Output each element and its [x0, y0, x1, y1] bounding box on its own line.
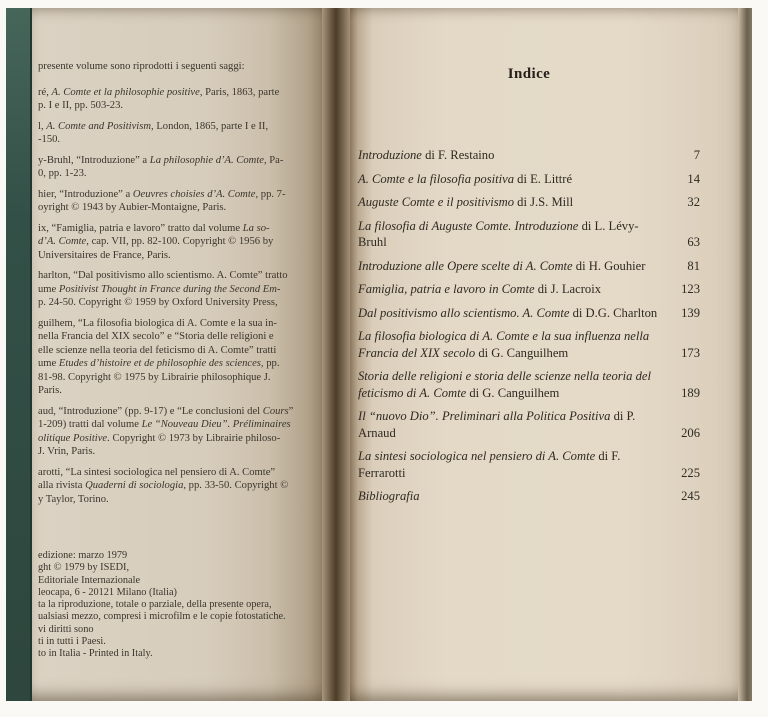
work-title-text: Positivist Thought in France during the Second Em- — [58, 283, 281, 295]
work-title-text: La philosophie d’A. Comte — [149, 154, 264, 166]
toc-entry-page-number: 225 — [681, 465, 700, 480]
credits-paragraph — [38, 86, 322, 113]
credit-text: 1-209) tratti dal volume — [38, 419, 142, 430]
toc-entry-title: Introduzione — [358, 148, 422, 162]
toc-entry-page-number: 123 — [681, 282, 700, 296]
toc-entry-author: di H. Gouhier — [575, 258, 646, 273]
toc-entry — [358, 218, 700, 251]
credit-text: J. Vrin, Paris. — [38, 446, 96, 457]
credit-text: , pp. 7- — [255, 188, 286, 200]
book-photo — [6, 8, 752, 701]
toc-entry — [358, 408, 700, 441]
credit-text: Universitaires de France, Paris. — [38, 249, 171, 261]
toc-entry — [358, 488, 700, 505]
toc-entry-author: di D.G. Charlton — [572, 305, 658, 320]
book-cover-edge — [6, 8, 32, 701]
toc-entry-author: di G. Canguilhem — [469, 385, 560, 400]
colophon — [38, 550, 322, 661]
credit-text: y Taylor, Torino. — [38, 493, 109, 505]
credit-text: aud, “Introduzione” (pp. 9-17) e “Le conclusioni del — [38, 405, 263, 417]
toc-entry-text — [358, 488, 660, 505]
credit-line — [38, 418, 322, 432]
credit-line — [38, 86, 322, 100]
credit-text: , pp. 33-50. Copyright © — [183, 480, 289, 491]
credit-line — [38, 432, 322, 446]
credit-line — [38, 330, 322, 344]
toc-entry-text — [358, 218, 660, 251]
work-title-text: Quaderni di sociologia — [85, 480, 184, 491]
toc-entry-author: di G. Canguilhem — [478, 345, 569, 360]
colophon-line: edizione: marzo 1979 — [38, 550, 128, 561]
credits-paragraph — [38, 405, 322, 459]
toc-title: Indice — [507, 66, 551, 82]
credits-paragraph — [38, 120, 322, 147]
toc-entry-title: Il “nuovo Dio”. Preliminari alla Politica Positiva — [358, 409, 611, 423]
toc-entry-text — [358, 328, 660, 361]
credit-text: elle scienze nella teoria del feticismo di A. Comte” tratti — [38, 344, 277, 356]
toc-entry-text — [358, 171, 660, 188]
toc-entry-author: di F. Ferrarotti — [358, 449, 621, 480]
toc-entry — [358, 305, 700, 322]
credit-text: ume — [38, 283, 59, 295]
credit-line — [38, 222, 322, 236]
toc-entry-title: Bibliografia — [358, 489, 420, 503]
credit-text: p. 24-50. Copyright © 1959 by Oxford University Press, — [38, 297, 278, 308]
toc-entry — [358, 448, 700, 481]
toc-entry-text — [358, 368, 660, 401]
credit-text: 0, pp. 1-23. — [38, 168, 87, 179]
toc-entry-title: Introduzione alle Opere scelte di A. Comte — [358, 258, 573, 273]
credit-text: ix, “Famiglia, patria e lavoro” tratto dal volume — [38, 222, 243, 234]
right-page — [350, 8, 738, 701]
work-title-text: Cours — [262, 405, 289, 417]
credit-line — [38, 317, 322, 331]
credit-line — [38, 120, 322, 134]
toc-entry — [358, 328, 700, 361]
toc-entry — [358, 147, 700, 164]
colophon-line: ta la riproduzione, totale o parziale, della presente opera, — [38, 599, 272, 611]
credits-paragraph — [38, 222, 322, 263]
toc-entry-title: A. Comte e la filosofia positiva — [358, 171, 515, 186]
credits-section — [38, 60, 322, 661]
toc-entry — [358, 258, 700, 275]
credit-line — [38, 384, 322, 398]
work-title-text: A. Comte et la philosophie positive — [51, 86, 200, 98]
credits-paragraph — [38, 188, 322, 215]
credit-line — [38, 154, 322, 168]
credit-line — [38, 283, 322, 297]
toc-entry-text — [358, 258, 660, 275]
work-title-text: Le “Nouveau Dieu”. Préliminaires — [141, 419, 291, 430]
credit-text: hier, “Introduzione” a — [38, 188, 133, 200]
toc-entry-title: La filosofia di Auguste Comte. Introduzione — [358, 218, 579, 233]
table-of-contents — [350, 8, 738, 505]
work-title-text: olitique Positive — [38, 432, 108, 444]
credit-line — [38, 344, 322, 358]
colophon-line: ght © 1979 by ISEDI, — [38, 562, 130, 574]
colophon-line: ualsiasi mezzo, compresi i microfilm e le copie fotostatiche. — [38, 611, 286, 623]
work-title-text: d’A. Comte — [38, 236, 87, 247]
credits-paragraph — [38, 154, 322, 181]
colophon-line: ti in tutti i Paesi. — [38, 636, 106, 648]
credit-line — [38, 133, 322, 147]
credit-text: alla rivista — [38, 480, 86, 491]
credit-text: Paris. — [38, 385, 62, 396]
credit-text: ” — [288, 405, 294, 417]
credit-text: harlton, “Dal positivismo allo scientismo. A. Comte” tratto — [38, 270, 288, 281]
toc-entry-title: La sintesi sociologica nel pensiero di A. Comte — [358, 449, 596, 463]
toc-entry-title: Auguste Comte e il positivismo — [358, 195, 515, 209]
credits-paragraph — [38, 466, 322, 507]
credit-text: p. I e II, pp. 503-23. — [38, 100, 124, 111]
work-title-text: La so- — [242, 222, 270, 234]
work-title-text: Oeuvres choisies d’A. Comte — [132, 188, 256, 200]
credit-text: , London, 1865, parte I e II, — [151, 120, 269, 132]
colophon-line: leocapa, 6 - 20121 Milano (Italia) — [38, 586, 177, 598]
credit-line — [38, 371, 322, 385]
credit-line — [38, 99, 322, 113]
credits-paragraph — [38, 317, 322, 398]
credit-text: y-Bruhl, “Introduzione” a — [38, 154, 150, 166]
toc-entry-title: Famiglia, patria e lavoro in Comte — [358, 282, 535, 296]
toc-entry-page-number: 32 — [687, 195, 700, 209]
toc-entry — [358, 171, 700, 188]
credit-line — [38, 405, 322, 419]
credit-text: ré, — [38, 86, 52, 98]
toc-entry-page-number: 139 — [681, 305, 700, 320]
toc-entry-author: di P. Arnaud — [358, 409, 636, 440]
colophon-line: Editoriale Internazionale — [38, 574, 141, 586]
toc-entry-page-number: 81 — [687, 258, 700, 273]
credit-text: , pp. — [260, 358, 280, 369]
credit-text: l, — [38, 120, 47, 132]
credit-text: ume — [38, 358, 59, 369]
credit-line — [38, 235, 322, 249]
credit-text: 81-98. Copyright © 1975 by Librairie philosophique J. — [38, 371, 271, 383]
toc-entry-text — [358, 194, 660, 211]
colophon-line: vi diritti sono — [38, 623, 94, 635]
toc-entry-author: di E. Littré — [517, 171, 573, 186]
credit-text: -150. — [38, 134, 61, 145]
toc-entry-title: Dal positivismo allo scientismo. A. Comte — [358, 305, 570, 320]
toc-entry-page-number: 14 — [687, 171, 700, 186]
toc-entry-page-number: 206 — [681, 425, 700, 440]
credit-line — [38, 167, 322, 181]
toc-entry-author: di F. Restaino — [425, 148, 495, 162]
credit-text: oyright © 1943 by Aubier-Montaigne, Paris. — [38, 202, 227, 213]
toc-entry — [358, 194, 700, 211]
credit-text: arotti, “La sintesi sociologica nel pensiero di A. Comte” — [38, 466, 276, 478]
toc-entry-page-number: 7 — [693, 148, 700, 162]
credit-line — [38, 357, 322, 371]
credit-text: guilhem, “La filosofia biologica di A. Comte e la sua in- — [38, 317, 277, 329]
credit-line — [38, 493, 322, 507]
toc-entry-text — [358, 147, 660, 164]
credit-text: , Pa- — [263, 154, 284, 166]
work-title-text: Etudes d’histoire et de philosophie des sciences — [58, 358, 261, 369]
credit-text: , cap. VII, pp. 82-100. Copyright © 1956 by — [86, 236, 274, 247]
toc-entries — [358, 147, 700, 505]
page-edge — [738, 8, 752, 701]
credit-line — [38, 249, 322, 263]
toc-entry-page-number: 63 — [687, 235, 700, 249]
toc-entry-title: Storia delle religioni e storia delle scienze nella teoria del feticismo di A. Comte — [358, 369, 651, 400]
credit-line — [38, 296, 322, 310]
toc-entry-author: di J. Lacroix — [537, 282, 602, 296]
credit-line — [38, 188, 322, 202]
colophon-line: to in Italia - Printed in Italy. — [38, 648, 153, 660]
toc-entry-text — [358, 305, 660, 322]
credit-text: . Copyright © 1973 by Librairie philoso- — [107, 432, 281, 444]
toc-entry-title: La filosofia biologica di A. Comte e la sua influenza nella Francia del XIX secolo — [358, 329, 650, 360]
credits-intro-line: presente volume sono riprodotti i seguenti saggi: — [38, 61, 245, 72]
toc-entry — [358, 368, 700, 401]
credits-paragraphs — [38, 86, 322, 507]
credit-line — [38, 201, 322, 215]
toc-entry-page-number: 245 — [681, 489, 700, 503]
toc-entry-author: di J.S. Mill — [517, 195, 574, 209]
toc-entry-text — [358, 281, 660, 298]
credit-line — [38, 445, 322, 459]
toc-entry-text — [358, 408, 660, 441]
left-page — [32, 8, 322, 701]
credit-text: nella Francia del XIX secolo” e “Storia delle religioni e — [38, 331, 274, 342]
toc-entry — [358, 281, 700, 298]
credit-line — [38, 466, 322, 480]
toc-entry-page-number: 173 — [681, 345, 700, 360]
work-title-text: A. Comte and Positivism — [46, 120, 152, 132]
credit-line — [38, 479, 322, 493]
credits-paragraph — [38, 269, 322, 310]
credit-text: , Paris, 1863, parte — [199, 86, 280, 98]
credit-line — [38, 269, 322, 283]
toc-entry-text — [358, 448, 660, 481]
book-gutter — [322, 8, 350, 701]
toc-entry-author: di L. Lévy-Bruhl — [358, 218, 639, 249]
toc-entry-page-number: 189 — [681, 385, 700, 400]
